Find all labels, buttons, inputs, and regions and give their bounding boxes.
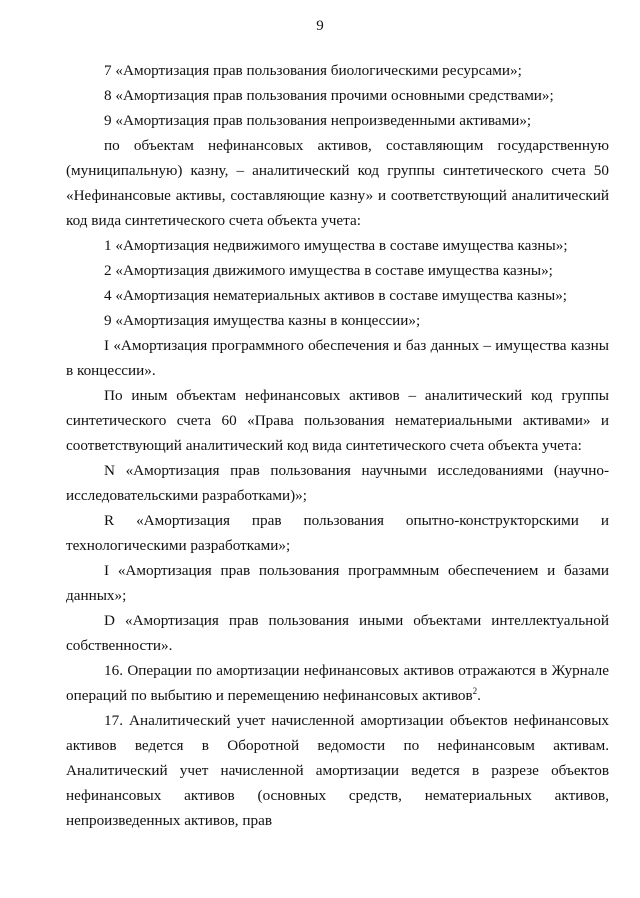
paragraph: I «Амортизация программного обеспечения и баз данных – имущества казны в концессии». bbox=[66, 337, 609, 379]
paragraph: 4 «Амортизация нематериальных активов в составе имущества казны»; bbox=[104, 287, 568, 304]
paragraph: 9 «Амортизация имущества казны в концессии»; bbox=[104, 312, 421, 329]
page-number: 9 bbox=[316, 18, 324, 34]
paragraph: По иным объектам нефинансовых активов – аналитический код группы синтетического счета 60 «Права пользования нематериальными активами» и соответствующий аналитический код вида синтетического счета объекта учета: bbox=[66, 387, 609, 454]
paragraph: R «Амортизация прав пользования опытно-конструкторскими и технологическими разработками»; bbox=[66, 512, 609, 554]
paragraph-text: 16. Операции по амортизации нефинансовых активов отражаются в Журнале операций по выбытию и перемещению нефинансовых активов bbox=[66, 662, 609, 704]
paragraph: 9 «Амортизация прав пользования непроизведенными активами»; bbox=[104, 112, 532, 129]
paragraph-period: . bbox=[477, 687, 481, 704]
document-body bbox=[66, 58, 609, 833]
paragraph: 7 «Амортизация прав пользования биологическими ресурсами»; bbox=[104, 62, 522, 79]
paragraph: 1 «Амортизация недвижимого имущества в составе имущества казны»; bbox=[104, 237, 568, 254]
paragraph: D «Амортизация прав пользования иными объектами интеллектуальной собственности». bbox=[66, 612, 609, 654]
paragraph: I «Амортизация прав пользования программным обеспечением и базами данных»; bbox=[66, 562, 609, 604]
paragraph-16 bbox=[66, 658, 609, 708]
paragraph: 17. Аналитический учет начисленной амортизации объектов нефинансовых активов ведется в Оборотной ведомости по нефинансовым активам. Аналитический учет начисленной амортизации ведется в разрезе объектов нефинансовых активов (основных средств, нематериальных активов, непроизведенных активов, прав bbox=[66, 712, 609, 829]
footnote-reference: 2 bbox=[472, 685, 478, 696]
paragraph: по объектам нефинансовых активов, составляющим государственную (муниципальную) казну, – аналитический код группы синтетического счета 50 «Нефинансовые активы, составляющие казну» и соответствующий аналитический код вида синтетического счета объекта учета: bbox=[66, 137, 609, 229]
paragraph: 2 «Амортизация движимого имущества в составе имущества казны»; bbox=[104, 262, 553, 279]
paragraph: 8 «Амортизация прав пользования прочими основными средствами»; bbox=[104, 87, 554, 104]
paragraph: N «Амортизация прав пользования научными исследованиями (научно-исследовательскими разработками)»; bbox=[66, 462, 609, 504]
